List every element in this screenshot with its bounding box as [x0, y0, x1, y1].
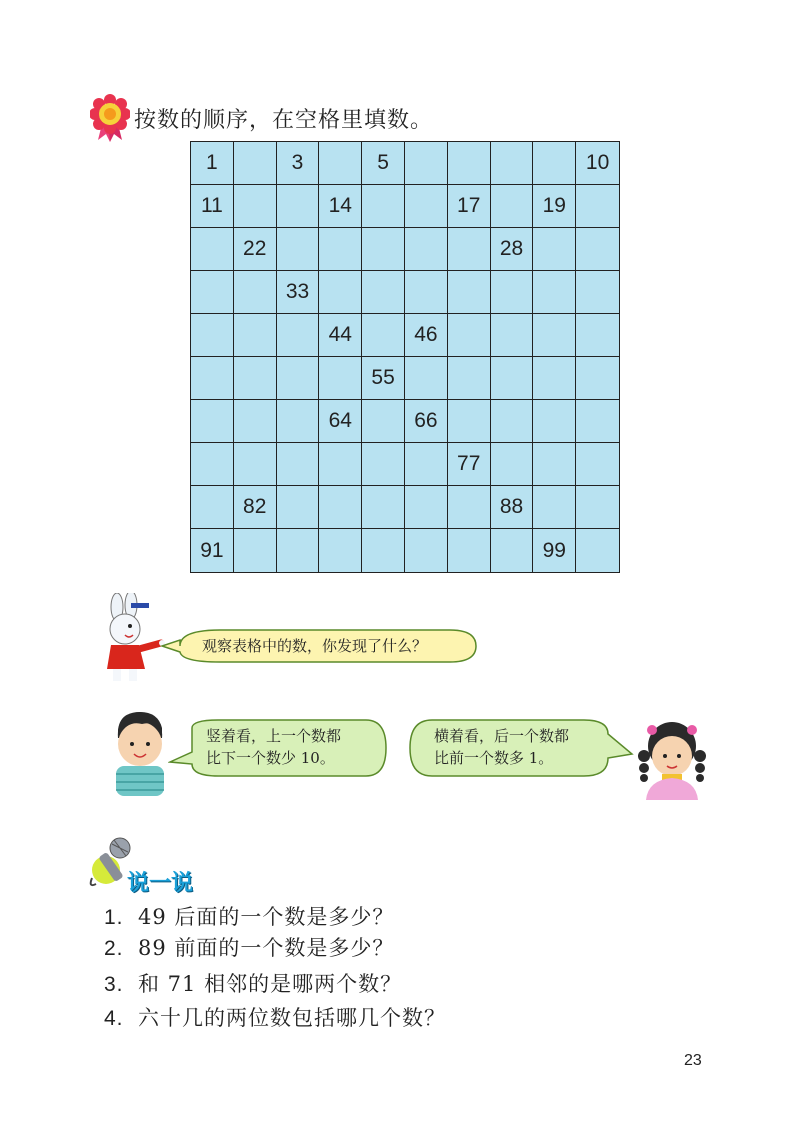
boy-speech-bubble: [168, 718, 390, 778]
grid-cell[interactable]: [576, 185, 619, 228]
grid-cell[interactable]: [448, 400, 491, 443]
instruction-text: 按数的顺序，在空格里填数。: [134, 108, 434, 133]
hundred-chart-grid: [190, 141, 620, 573]
grid-cell[interactable]: [234, 142, 277, 185]
grid-cell[interactable]: [491, 529, 534, 572]
grid-cell[interactable]: [533, 228, 576, 271]
grid-cell: 46: [405, 314, 448, 357]
grid-cell[interactable]: [448, 486, 491, 529]
grid-cell[interactable]: [448, 314, 491, 357]
grid-cell[interactable]: [491, 185, 534, 228]
grid-cell[interactable]: [491, 357, 534, 400]
grid-cell[interactable]: [277, 443, 320, 486]
grid-cell[interactable]: [533, 357, 576, 400]
grid-cell[interactable]: [576, 271, 619, 314]
rabbit-speech-bubble: [160, 626, 482, 666]
grid-cell: 64: [319, 400, 362, 443]
grid-cell[interactable]: [319, 357, 362, 400]
grid-cell[interactable]: [277, 314, 320, 357]
grid-cell[interactable]: [491, 142, 534, 185]
grid-cell[interactable]: [234, 271, 277, 314]
grid-cell[interactable]: [319, 142, 362, 185]
question-1-text: 49 后面的一个数是多少？: [138, 905, 395, 929]
grid-cell[interactable]: [191, 400, 234, 443]
grid-cell: 44: [319, 314, 362, 357]
grid-cell[interactable]: [576, 228, 619, 271]
question-1-number: 1.: [104, 906, 124, 929]
boy-bubble-line1: 竖着看，上一个数都: [206, 727, 342, 745]
grid-cell[interactable]: [234, 357, 277, 400]
grid-cell[interactable]: [491, 443, 534, 486]
grid-cell[interactable]: [533, 142, 576, 185]
grid-cell[interactable]: [405, 228, 448, 271]
grid-cell[interactable]: [234, 400, 277, 443]
grid-cell: 82: [234, 486, 277, 529]
grid-cell: 91: [191, 529, 234, 572]
grid-cell[interactable]: [234, 443, 277, 486]
girl-character: [632, 716, 712, 800]
grid-cell[interactable]: [362, 314, 405, 357]
grid-cell[interactable]: [319, 486, 362, 529]
grid-cell[interactable]: [533, 271, 576, 314]
boy-character: [108, 708, 172, 796]
question-2-number: 2.: [104, 937, 124, 960]
rabbit-character: [95, 593, 167, 685]
grid-cell[interactable]: [191, 443, 234, 486]
grid-cell[interactable]: [405, 529, 448, 572]
grid-cell[interactable]: [191, 486, 234, 529]
grid-cell[interactable]: [448, 357, 491, 400]
grid-cell[interactable]: [405, 486, 448, 529]
question-4-number: 4.: [104, 1007, 124, 1030]
grid-cell: 14: [319, 185, 362, 228]
section-title-say: 说一说: [127, 871, 194, 896]
grid-cell: 99: [533, 529, 576, 572]
grid-cell[interactable]: [576, 357, 619, 400]
grid-cell[interactable]: [191, 271, 234, 314]
grid-cell[interactable]: [576, 486, 619, 529]
grid-cell: 55: [362, 357, 405, 400]
grid-cell[interactable]: [533, 400, 576, 443]
girl-bubble-line1: 横着看，后一个数都: [434, 727, 570, 745]
grid-cell[interactable]: [362, 486, 405, 529]
grid-cell: 3: [277, 142, 320, 185]
grid-cell[interactable]: [362, 228, 405, 271]
grid-cell[interactable]: [405, 357, 448, 400]
grid-cell[interactable]: [491, 271, 534, 314]
boy-bubble-line2: 比下一个数少 10。: [206, 749, 335, 767]
grid-cell[interactable]: [533, 443, 576, 486]
grid-cell[interactable]: [362, 400, 405, 443]
grid-cell[interactable]: [319, 443, 362, 486]
question-3: [104, 968, 402, 998]
grid-cell[interactable]: [405, 185, 448, 228]
question-2-text: 89 前面的一个数是多少？: [138, 936, 395, 960]
grid-cell[interactable]: [277, 357, 320, 400]
grid-cell[interactable]: [234, 314, 277, 357]
grid-cell[interactable]: [319, 529, 362, 572]
grid-cell[interactable]: [362, 529, 405, 572]
grid-cell: 1: [191, 142, 234, 185]
grid-cell: 88: [491, 486, 534, 529]
question-3-number: 3.: [104, 973, 124, 996]
grid-cell: 19: [533, 185, 576, 228]
question-4-text: 六十几的两位数包括哪几个数？: [138, 1006, 446, 1030]
grid-cell[interactable]: [277, 228, 320, 271]
grid-cell: 77: [448, 443, 491, 486]
grid-cell[interactable]: [533, 486, 576, 529]
grid-cell: 10: [576, 142, 619, 185]
question-3-text: 和 71 相邻的是哪两个数？: [138, 972, 403, 996]
grid-cell[interactable]: [533, 314, 576, 357]
grid-cell[interactable]: [491, 314, 534, 357]
grid-cell[interactable]: [191, 314, 234, 357]
grid-cell[interactable]: [277, 486, 320, 529]
grid-cell[interactable]: [576, 314, 619, 357]
grid-cell[interactable]: [319, 228, 362, 271]
girl-bubble-line2: 比前一个数多 1。: [434, 749, 554, 767]
grid-cell[interactable]: [491, 400, 534, 443]
grid-cell[interactable]: [576, 443, 619, 486]
grid-cell[interactable]: [576, 529, 619, 572]
grid-cell[interactable]: [405, 443, 448, 486]
grid-cell[interactable]: [448, 142, 491, 185]
grid-cell: 5: [362, 142, 405, 185]
flower-badge-icon: [90, 94, 130, 142]
grid-cell: 22: [234, 228, 277, 271]
grid-cell[interactable]: [362, 443, 405, 486]
grid-cell[interactable]: [405, 142, 448, 185]
question-4: [104, 1002, 446, 1032]
grid-cell: 28: [491, 228, 534, 271]
rabbit-bubble-text: 观察表格中的数，你发现了什么？: [202, 637, 428, 655]
grid-cell[interactable]: [191, 357, 234, 400]
grid-cell[interactable]: [191, 228, 234, 271]
page-number: 23: [684, 1052, 702, 1069]
grid-cell[interactable]: [576, 400, 619, 443]
grid-cell[interactable]: [362, 185, 405, 228]
grid-cell[interactable]: [234, 185, 277, 228]
grid-cell[interactable]: [319, 271, 362, 314]
girl-speech-bubble: [408, 718, 634, 778]
grid-cell: 66: [405, 400, 448, 443]
grid-cell[interactable]: [277, 529, 320, 572]
question-1: [104, 901, 394, 931]
grid-cell: 17: [448, 185, 491, 228]
grid-cell: 11: [191, 185, 234, 228]
grid-cell[interactable]: [448, 271, 491, 314]
grid-cell[interactable]: [277, 400, 320, 443]
grid-cell[interactable]: [405, 271, 448, 314]
grid-cell[interactable]: [362, 271, 405, 314]
grid-cell[interactable]: [277, 185, 320, 228]
grid-cell[interactable]: [448, 228, 491, 271]
question-2: [104, 932, 394, 962]
grid-cell[interactable]: [448, 529, 491, 572]
grid-cell: 33: [277, 271, 320, 314]
grid-cell[interactable]: [234, 529, 277, 572]
